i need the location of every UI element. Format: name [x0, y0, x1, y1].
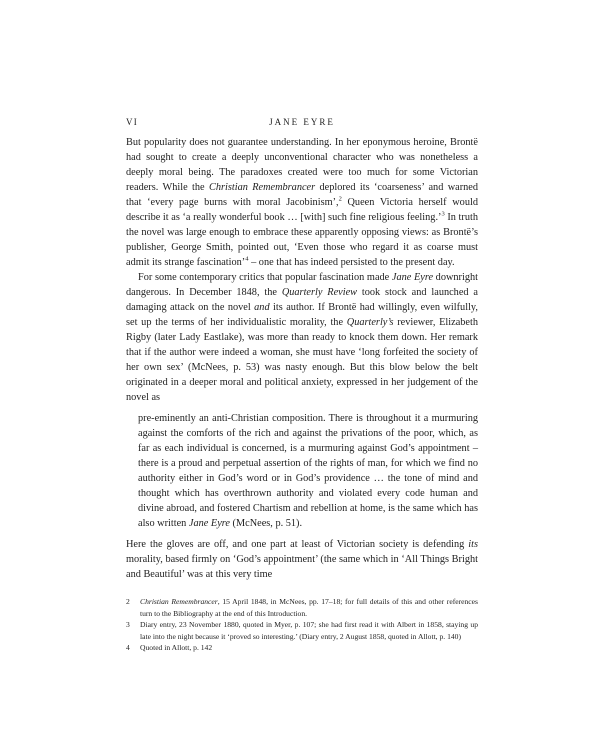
book-page	[126, 117, 478, 654]
paragraph-2: For some contemporary critics that popular fascination made Jane Eyre downright dangerous. In December 1848, the Quarterly Review took stock and launched a damaging attack on the novel and its author. If Brontë had willingly, even wilfully, set up the terms of her individualistic morality, the Quarterly’s reviewer, Elizabeth Rigby (later Lady Eastlake), was more than ready to knock them down. Her remark that if the author were indeed a woman, she must have ‘long forfeited the society of her own sex’ (McNees, p. 53) was nasty enough. But this blow below the belt originated in a deeper moral and political anxiety, expressed in her judgement of the novel as	[126, 272, 479, 403]
footnote-ref-4: 4	[245, 255, 249, 263]
paragraph-3: Here the gloves are off, and one part at least of Victorian society is defending its morality, based firmly on ‘God’s appointment’ (the same which in ‘All Things Bright and Beautiful’ was at this very time	[126, 539, 478, 580]
body-text	[126, 135, 478, 582]
footnote-ref-2: 2	[338, 195, 342, 203]
footnotes	[126, 596, 478, 654]
running-head	[126, 117, 478, 131]
footnote: 4 Quoted in Allott, p. 142	[126, 643, 213, 652]
footnote: 3 Diary entry, 23 November 1880, quoted in Myer, p. 107; she had first read it with Albert in 1858, staying up late into the night because it ‘proved so interesting.’ (Diary entry, 2 August 1858, quoted in Allott, p. 140)	[126, 620, 478, 641]
footnote-ref-3: 3	[441, 210, 445, 218]
running-title: JANE EYRE	[269, 117, 335, 127]
italic-title: Christian Remembrancer	[208, 182, 316, 193]
footnote: 2 Christian Remembrancer, 15 April 1848, in McNees, pp. 17–18; for full details of this and other references turn to the Bibliography at the end of this Introduction.	[126, 597, 479, 618]
block-quote: pre-eminently an anti-Christian composition. There is throughout it a murmuring against the comforts of the rich and against the privations of the poor, which, as far as each individual is concerned, is a murmuring against God’s appointment – there is a proud and perpetual assertion of the rights of man, for which we find no authority either in God’s word or in God’s providence … the tone of mind and thought which has overthrown authority and violated every code human and divine abroad, and fostered Chartism and rebellion at home, is the same which has also written Jane Eyre (McNees, p. 51).	[138, 413, 478, 529]
paragraph-1: But popularity does not guarantee understanding. In her eponymous heroine, Brontë had sought to create a deeply unconventional character who was nonetheless a deeply moral being. The paradoxes created were too much for some Victorian readers. While the Christian Remembrancer deplored its ‘coarseness’ and warned that ‘every page burns with moral Jacobinism’,$^2$ Queen Victoria herself would describe it as ‘a really wonderful book … [with] such fine religious feeling.’$^3$ In truth the novel was large enough to embrace these apparently opposing views: as Brontë’s publisher, George Smith, pointed out, ‘Even those who regard it as coarse must admit its strange fascination’$^4$ – one that has indeed persisted to the present day.	[126, 137, 479, 268]
page-number: VI	[126, 117, 138, 127]
